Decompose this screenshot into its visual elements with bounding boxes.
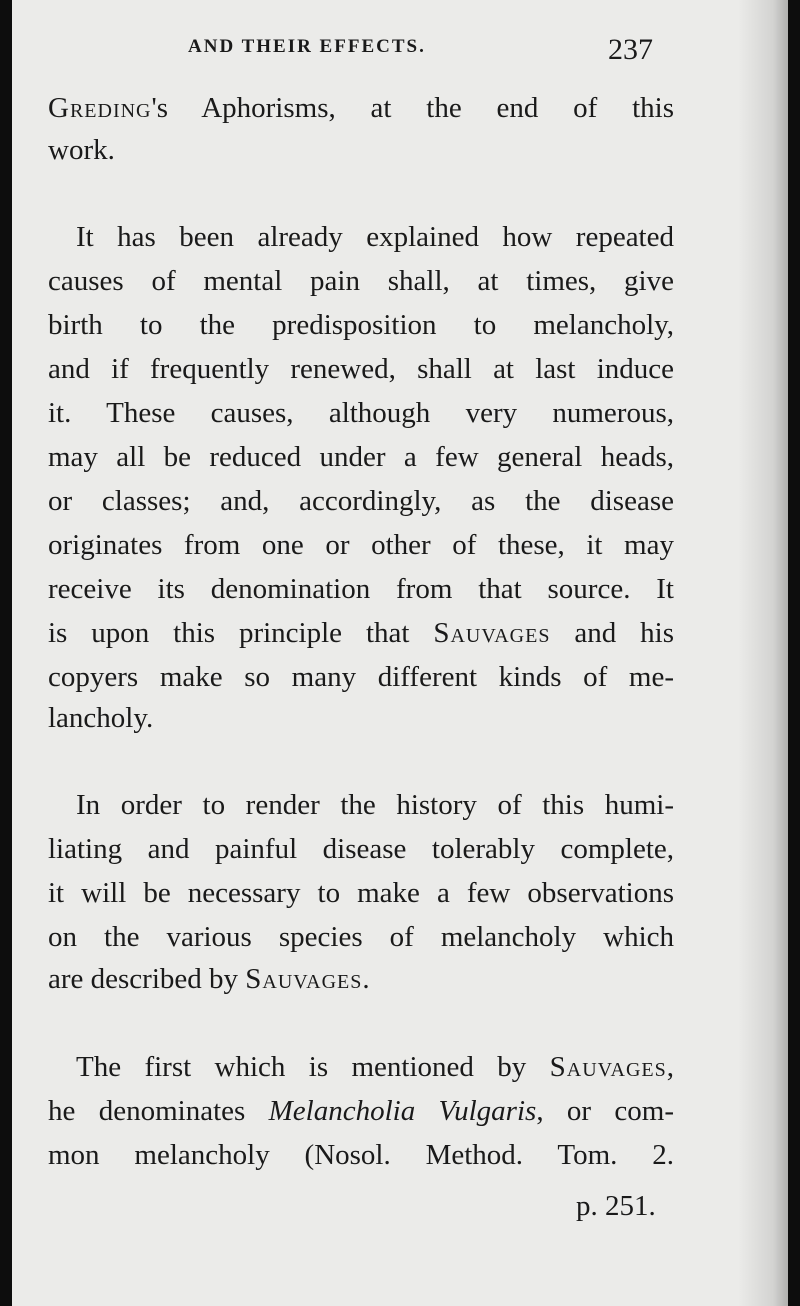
text-line: It has been already explained how repeated [76, 221, 674, 253]
text-line: copyers make so many different kinds of me- [48, 661, 674, 693]
page-shadow [738, 0, 788, 1306]
text-line: birth to the predisposition to melancholy, [48, 309, 674, 341]
text-line: is upon this principle that Sauvages and his [48, 617, 674, 649]
text-line: receive its denomination from that source. It [48, 573, 674, 605]
running-head: AND THEIR EFFECTS. [188, 36, 426, 57]
text-line: it will be necessary to make a few observations [48, 877, 674, 909]
text-line: he denominates Melancholia Vulgaris, or com- [48, 1095, 674, 1127]
text-line: on the various species of melancholy which [48, 921, 674, 953]
text-line: The first which is mentioned by Sauvages, [76, 1051, 674, 1083]
text-line: are described by Sauvages. [48, 963, 370, 995]
text-line: or classes; and, accordingly, as the disease [48, 485, 674, 517]
text-line: lancholy. [48, 702, 154, 734]
text-line: In order to render the history of this humi- [76, 789, 674, 821]
text-line: causes of mental pain shall, at times, give [48, 265, 674, 297]
text-line: may all be reduced under a few general heads, [48, 441, 674, 473]
text-line: and if frequently renewed, shall at last induce [48, 353, 674, 385]
text-line: liating and painful disease tolerably complete, [48, 833, 674, 865]
text-line: Greding's Aphorisms, at the end of this [48, 92, 674, 124]
page-number: 237 [608, 33, 653, 66]
catchword: p. 251. [576, 1190, 656, 1222]
text-line: work. [48, 134, 115, 166]
book-page [12, 0, 788, 1306]
text-line: mon melancholy (Nosol. Method. Tom. 2. [48, 1139, 674, 1171]
text-line: originates from one or other of these, it may [48, 529, 674, 561]
text-line: it. These causes, although very numerous, [48, 397, 674, 429]
